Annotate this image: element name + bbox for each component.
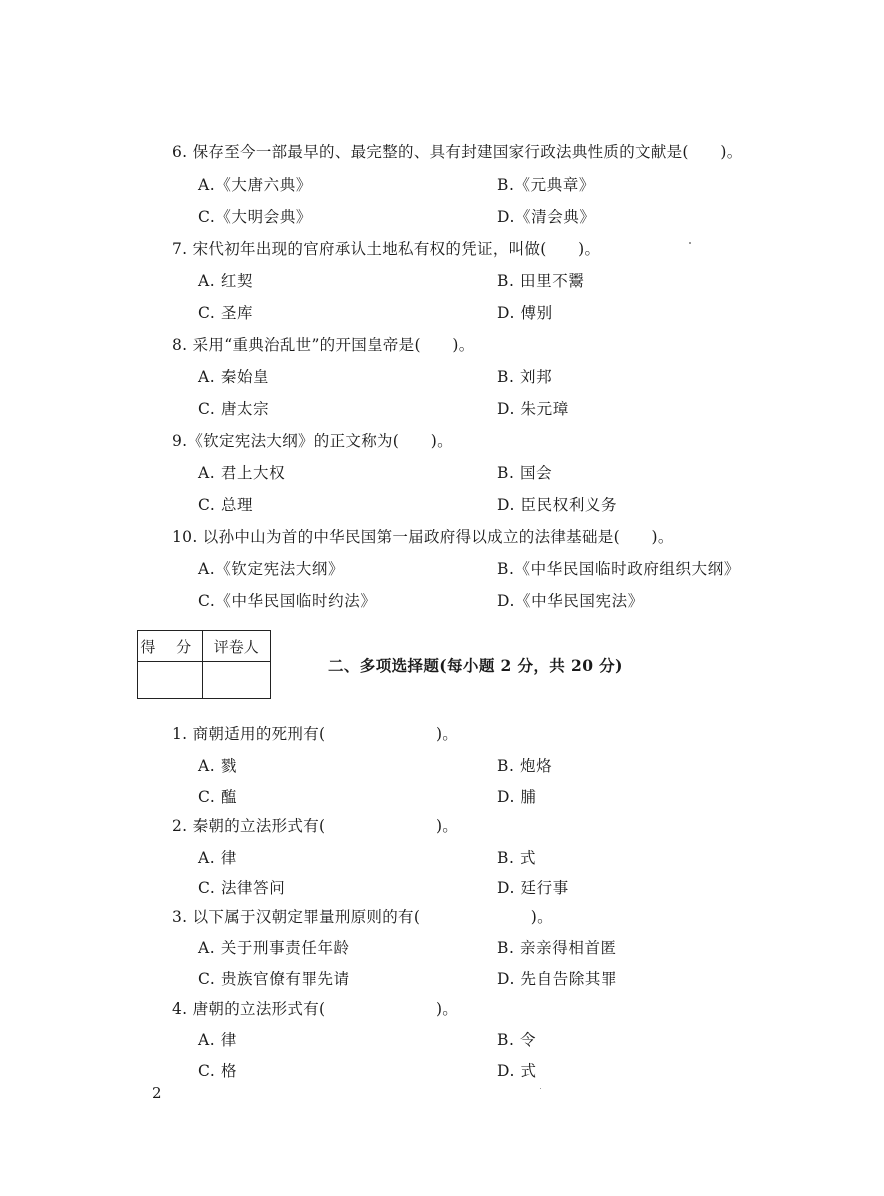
option-b: B. 国会 xyxy=(497,464,553,482)
option-c: C. 总理 xyxy=(198,496,254,514)
option-d: D. 先自告除其罪 xyxy=(497,970,618,988)
question-stem: 7. 宋代初年出现的官府承认土地私有权的凭证，叫做( )。 xyxy=(172,240,601,258)
option-b: B.《元典章》 xyxy=(497,176,596,194)
option-a: A. 律 xyxy=(198,1031,237,1049)
option-a: A. 戮 xyxy=(198,757,237,775)
scan-speck xyxy=(540,1088,541,1089)
option-c: C. 法律答问 xyxy=(198,879,286,897)
score-table xyxy=(137,630,271,699)
grader-cell[interactable] xyxy=(202,662,270,699)
option-c: C. 唐太宗 xyxy=(198,400,270,418)
option-d: D. 臣民权利义务 xyxy=(497,496,618,514)
option-c: C. 圣库 xyxy=(198,304,254,322)
option-b: B. 亲亲得相首匿 xyxy=(497,939,617,957)
section-title: 二、多项选择题(每小题 2 分，共 20 分) xyxy=(328,656,623,675)
option-b: B. 刘邦 xyxy=(497,368,553,386)
option-c: C. 醢 xyxy=(198,788,238,806)
grader-header: 评卷人 xyxy=(202,631,270,662)
score-header: 得 分 xyxy=(138,631,203,662)
option-b: B. 炮烙 xyxy=(497,757,553,775)
option-c: C. 格 xyxy=(198,1062,238,1080)
question-stem: 4. 唐朝的立法形式有( )。 xyxy=(172,1000,459,1018)
question-stem: 3. 以下属于汉朝定罪量刑原则的有( )。 xyxy=(172,908,553,926)
question-stem: 8. 采用“重典治乱世”的开国皇帝是( )。 xyxy=(172,336,475,354)
option-a: A. 红契 xyxy=(198,272,254,290)
option-a: A.《大唐六典》 xyxy=(198,176,312,194)
option-a: A. 秦始皇 xyxy=(198,368,270,386)
option-d: D.《清会典》 xyxy=(497,208,596,226)
option-c: C.《大明会典》 xyxy=(198,208,313,226)
option-c: C. 贵族官僚有罪先请 xyxy=(198,970,350,988)
option-b: B. 式 xyxy=(497,849,537,867)
option-b: B. 田里不鬻 xyxy=(497,272,585,290)
option-d: D.《中华民国宪法》 xyxy=(497,592,644,610)
scan-speck xyxy=(689,242,691,244)
question-stem: 6. 保存至今一部最早的、最完整的、具有封建国家行政法典性质的文献是( )。 xyxy=(172,143,743,161)
option-d: D. 朱元璋 xyxy=(497,400,569,418)
option-a: A. 律 xyxy=(198,849,237,867)
question-stem: 1. 商朝适用的死刑有( )。 xyxy=(172,725,459,743)
option-b: B.《中华民国临时政府组织大纲》 xyxy=(497,560,740,578)
option-b: B. 令 xyxy=(497,1031,537,1049)
question-stem: 2. 秦朝的立法形式有( )。 xyxy=(172,817,459,835)
option-a: A. 关于刑事责任年龄 xyxy=(198,939,350,957)
option-d: D. 式 xyxy=(497,1062,537,1080)
option-d: D. 傅别 xyxy=(497,304,553,322)
question-stem: 10. 以孙中山为首的中华民国第一届政府得以成立的法律基础是( )。 xyxy=(172,528,674,546)
option-d: D. 廷行事 xyxy=(497,879,569,897)
option-a: A.《钦定宪法大纲》 xyxy=(198,560,345,578)
option-a: A. 君上大权 xyxy=(198,464,286,482)
page-number: 2 xyxy=(152,1084,162,1102)
score-cell[interactable] xyxy=(138,662,203,699)
option-d: D. 脯 xyxy=(497,788,537,806)
question-stem: 9.《钦定宪法大纲》的正文称为( )。 xyxy=(172,432,453,450)
option-c: C.《中华民国临时约法》 xyxy=(198,592,377,610)
